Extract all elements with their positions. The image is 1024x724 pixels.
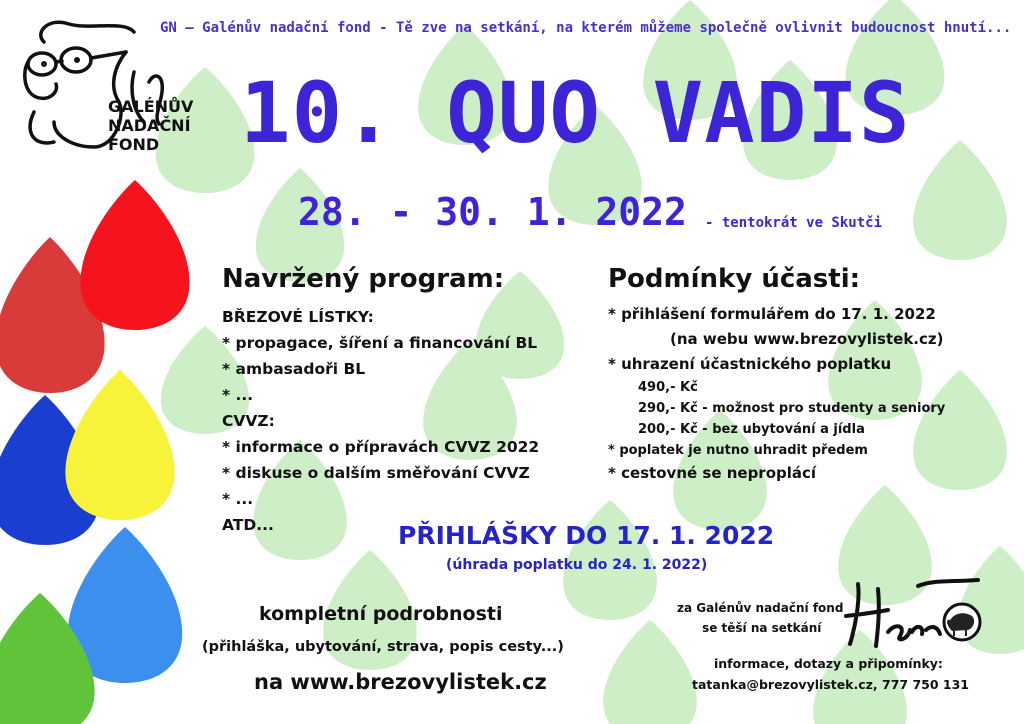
payment-deadline: (úhrada poplatku do 24. 1. 2022) <box>446 557 708 573</box>
details-contents: (přihláška, ubytování, strava, popis cesty...) <box>202 639 564 655</box>
event-title: 10. QUO VADIS <box>240 64 911 162</box>
event-location: - tentokrát ve Skutči <box>705 215 883 231</box>
condition-travel: * cestovné se neproplácí <box>608 464 817 482</box>
details-website: na www.brezovylistek.cz <box>254 670 547 694</box>
conditions-list <box>608 302 945 486</box>
condition-website: (na webu www.brezovylistek.cz) <box>670 330 944 348</box>
list-item: ATD... <box>222 516 274 534</box>
conditions-heading: Podmínky účasti: <box>608 264 861 294</box>
list-item: * ambasadoři BL <box>222 360 366 378</box>
bison-stamp-icon <box>944 604 980 640</box>
fee-option-no-lodging: 200,- Kč - bez ubytování a jídla <box>638 422 865 437</box>
list-item: * propagace, šíření a financování BL <box>222 334 538 352</box>
list-item: * ... <box>222 386 254 404</box>
signature-icon <box>838 574 988 654</box>
list-item: BŘEZOVÉ LÍSTKY: <box>222 308 374 326</box>
registration-deadline: PŘIHLÁŠKY DO 17. 1. 2022 <box>398 521 775 550</box>
fee-option-students: 290,- Kč - možnost pro studenty a seniory <box>638 401 946 416</box>
fee-option-full: 490,- Kč <box>638 380 698 395</box>
fee-note: * poplatek je nutno uhradit předem <box>608 443 868 458</box>
invitation-tagline: GN – Galénův nadační fond - Tě zve na setkání, na kterém můžeme společně ovlivnit budoucnost hnutí... <box>160 20 1012 36</box>
contact-info: tatanka@brezovylistek.cz, 777 750 131 <box>692 677 970 692</box>
condition-registration: * přihlášení formulářem do 17. 1. 2022 <box>608 305 936 323</box>
program-list <box>222 304 539 538</box>
list-item: * ... <box>222 490 254 508</box>
contact-label: informace, dotazy a připomínky: <box>714 656 943 671</box>
list-item: * informace o přípravách CVVZ 2022 <box>222 438 540 456</box>
program-heading: Navržený program: <box>222 264 505 294</box>
list-item: * diskuse o dalším směřování CVVZ <box>222 464 530 482</box>
colored-leaves <box>0 180 190 724</box>
fund-greeting: za Galénův nadační fond se těší na setkání <box>677 601 844 635</box>
fund-logo-text: GALÉNŮV NADAČNÍ FOND <box>108 97 194 154</box>
list-item: CVVZ: <box>222 412 275 430</box>
event-dates: 28. - 30. 1. 2022 <box>298 190 687 234</box>
condition-fee: * uhrazení účastnického poplatku <box>608 355 892 373</box>
details-heading: kompletní podrobnosti <box>259 603 503 625</box>
